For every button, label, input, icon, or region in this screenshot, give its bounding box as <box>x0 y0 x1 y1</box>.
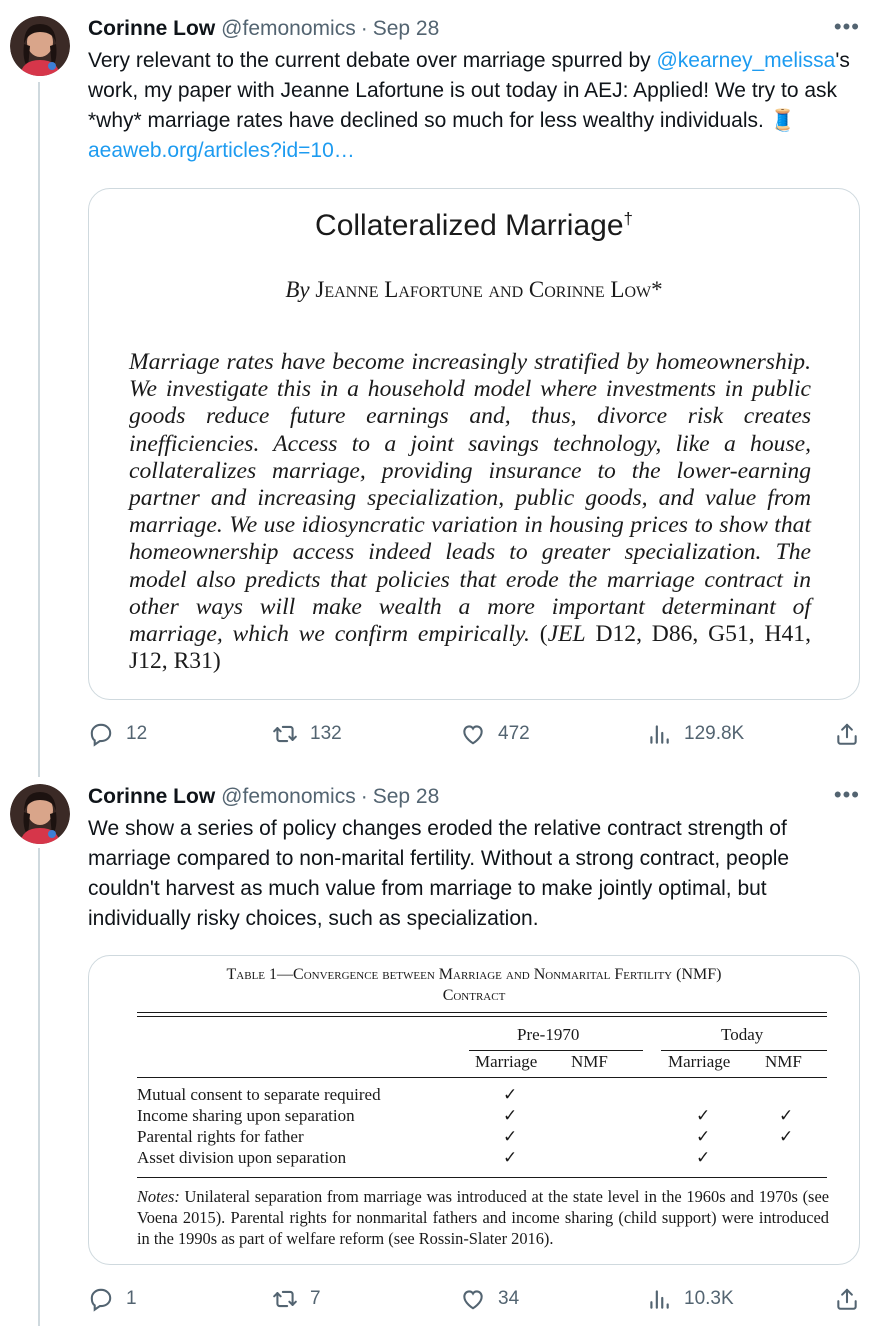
row-label: Asset division upon separation <box>137 1148 347 1167</box>
paper-image[interactable] <box>88 188 860 700</box>
more-icon[interactable]: ••• <box>833 782 860 807</box>
check-cell: ✓ <box>696 1148 711 1167</box>
tweet-actions <box>88 1279 860 1319</box>
notes-label: Notes: <box>137 1187 180 1206</box>
author-name[interactable]: Corinne Low <box>88 17 216 40</box>
like-button[interactable] <box>460 714 530 754</box>
tweet-text-part: Very relevant to the current debate over marriage spurred by <box>88 49 657 72</box>
reply-count: 1 <box>126 1288 137 1309</box>
tweet-date[interactable]: Sep 28 <box>372 17 440 40</box>
table-title-line: Table 1—Convergence between Marriage and Nonmarital Fertility (NMF) <box>226 966 722 983</box>
table-rule <box>137 1077 827 1078</box>
check-cell: ✓ <box>779 1127 794 1146</box>
views-count: 129.8K <box>684 723 745 744</box>
repost-button[interactable] <box>272 714 342 754</box>
check-cell: ✓ <box>696 1106 711 1125</box>
group-header: Pre-1970 <box>517 1025 580 1044</box>
paper-title-mark: † <box>623 209 633 228</box>
jel-label: JEL <box>547 621 586 648</box>
like-count: 34 <box>498 1288 520 1309</box>
check-cell: ✓ <box>503 1106 518 1125</box>
tweet-text: We show a series of policy changes eroded the relative contract strength of marriage compared to non-marital fertility. Without a strong contract, people couldn't harvest as much value from marriage to make jointly optimal, but individually risky choices, such as specialization. <box>88 817 790 930</box>
column-header: Marriage <box>668 1052 731 1071</box>
paper-by: By <box>285 277 310 302</box>
share-icon[interactable] <box>834 721 860 747</box>
row-label: Mutual consent to separate required <box>137 1085 381 1104</box>
paper-abstract <box>129 349 811 675</box>
author-handle[interactable]: @femonomics <box>221 785 356 808</box>
column-header: Marriage <box>475 1052 538 1071</box>
article-link[interactable]: aeaweb.org/articles?id=10… <box>88 139 355 162</box>
check-cell: ✓ <box>779 1106 794 1125</box>
views-icon <box>646 721 672 747</box>
author-handle[interactable]: @femonomics <box>221 17 356 40</box>
group-rule <box>469 1050 643 1051</box>
table-notes <box>137 1186 829 1249</box>
column-header: NMF <box>765 1052 802 1071</box>
repost-icon <box>272 721 298 747</box>
table-rule <box>137 1016 827 1017</box>
column-header: NMF <box>571 1052 608 1071</box>
table-rule <box>137 1012 827 1013</box>
group-rule <box>661 1050 827 1051</box>
check-cell: ✓ <box>503 1085 518 1104</box>
row-label: Income sharing upon separation <box>137 1106 355 1125</box>
reply-icon <box>88 721 114 747</box>
row-label: Parental rights for father <box>137 1127 304 1146</box>
views-count: 10.3K <box>684 1288 734 1309</box>
tweet-text <box>88 46 860 166</box>
repost-count: 132 <box>310 723 342 744</box>
author-name[interactable]: Corinne Low <box>88 785 216 808</box>
avatar[interactable] <box>10 16 70 76</box>
notes-text: Unilateral separation from marriage was introduced at the state level in the 1960s and 1970s (see Voena 2015). Parental rights for nonmarital fathers and income sharing (child support) were introduced in the 1990s as part of welfare reform (see Rossin-Slater 2016). <box>137 1187 829 1248</box>
share-icon[interactable] <box>834 1286 860 1312</box>
check-cell: ✓ <box>503 1148 518 1167</box>
paper-title <box>89 209 859 243</box>
views-icon <box>646 1286 672 1312</box>
tweet-header <box>88 14 860 44</box>
repost-icon <box>272 1286 298 1312</box>
jel-code-list: D12, D86, G51, H41, J12, R31 <box>129 621 811 675</box>
reply-icon <box>88 1286 114 1312</box>
jel-codes: (JEL D12, D86, G51, H41, J12, R31) <box>129 621 811 675</box>
table-title-line: Contract <box>442 987 506 1004</box>
table-image[interactable] <box>88 955 860 1265</box>
views-button[interactable] <box>646 1279 734 1319</box>
paper-author-names: Jeanne Lafortune and Corinne Low* <box>315 277 663 302</box>
separator: · <box>360 17 368 40</box>
tweet-actions <box>88 714 860 754</box>
check-cell: ✓ <box>696 1127 711 1146</box>
like-icon <box>460 1286 486 1312</box>
check-cell: ✓ <box>503 1127 518 1146</box>
tweet-date[interactable]: Sep 28 <box>372 785 440 808</box>
group-header: Today <box>721 1025 764 1044</box>
reply-count: 12 <box>126 723 148 744</box>
repost-count: 7 <box>310 1288 321 1309</box>
views-button[interactable] <box>646 714 744 754</box>
thread-emoji: 🧵 <box>769 109 796 132</box>
more-icon[interactable]: ••• <box>833 14 860 39</box>
paper-title-text: Collateralized Marriage <box>315 209 624 242</box>
tweet-text-part: 's work, my paper with Jeanne Lafortune is out today in AEJ: Applied! We try to ask *why* marriage rates have declined so much for less wealthy individuals. <box>88 49 850 132</box>
abstract-text: Marriage rates have become increasingly stratified by homeownership. We investigate this in a household model where investments in public goods reduce future earnings and, thus, divorce risk creates inefficiencies. Access to a joint savings technology, like a house, collateralizes marriage, providing insurance to the lower-earning partner and increasing specialization, public goods, and value from marriage. We use idiosyncratic variation in housing prices to show that homeownership access indeed leads to greater specialization. The model also predicts that policies that erode the marriage contract in other ways will make wealth a more important determinant of marriage, which we confirm empirically. <box>129 349 811 648</box>
repost-button[interactable] <box>272 1279 321 1319</box>
tweet-header <box>88 782 860 812</box>
avatar[interactable] <box>10 784 70 844</box>
tweet[interactable] <box>0 14 878 774</box>
table-rule <box>137 1177 827 1178</box>
mention-link[interactable]: @kearney_melissa <box>656 49 836 72</box>
like-button[interactable] <box>460 1279 519 1319</box>
reply-button[interactable] <box>88 714 147 754</box>
reply-button[interactable] <box>88 1279 137 1319</box>
like-count: 472 <box>498 723 530 744</box>
tweet[interactable] <box>0 782 878 1326</box>
separator: · <box>360 785 368 808</box>
like-icon <box>460 721 486 747</box>
paper-authors <box>89 277 859 303</box>
